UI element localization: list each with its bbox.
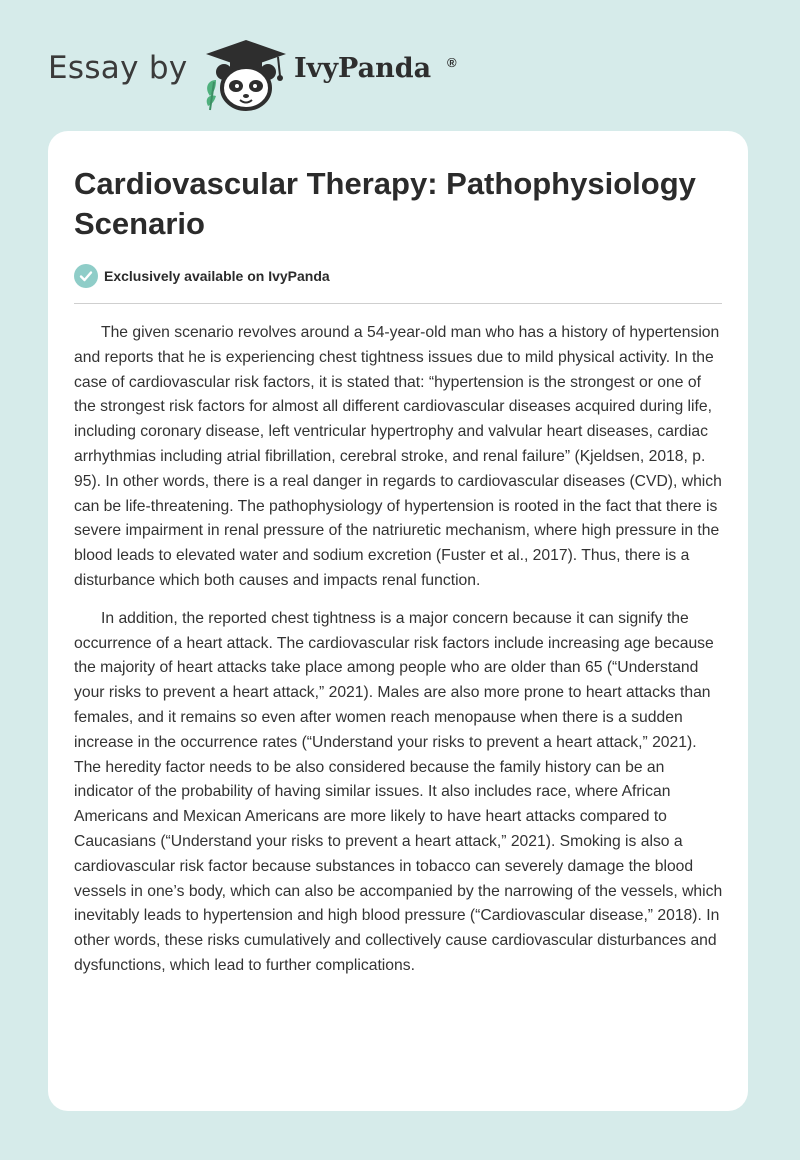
panda-logo-icon[interactable]	[200, 36, 292, 112]
site-header	[0, 0, 800, 130]
checkmark-badge-icon	[74, 264, 98, 288]
registered-mark: ®	[447, 55, 457, 70]
exclusive-label: Exclusively available on IvyPanda	[104, 268, 330, 284]
leaf-icon	[207, 80, 216, 110]
essay-body	[74, 321, 724, 992]
paragraph: The given scenario revolves around a 54-year-old man who has a history of hypertension and reports that he is experiencing chest tightness issues due to mild physical activity. In the case of cardiovascular risk factors, it is stated that: “hypertension is the strongest or one of the strongest risk factors for almost all different cardiovascular diseases acquired during life, including coronary disease, left ventricular hypertrophy and valvular heart diseases, cardiac arrhythmias including atrial fibrillation, cerebral stroke, and renal failure” (Kjeldsen, 2018, p. 95). In other words, there is a real danger in regards to cardiovascular diseases (CVD), which can be life-threatening. The pathophysiology of hypertension is rooted in the fact that there is severe impairment in renal pressure of the natriuretic mechanism, where high pressure in the blood leads to elevated water and sodium excretion (Fuster et al., 2017). Thus, there is a disturbance which both causes and impacts renal function.	[74, 324, 722, 589]
page-title: Cardiovascular Therapy: Pathophysiology Scenario	[74, 166, 696, 241]
essay-by-label: Essay by	[48, 50, 188, 86]
paragraph: In addition, the reported chest tightness is a major concern because it can signify the occurrence of a heart attack. The cardiovascular risk factors include increasing age because the majority of heart attacks take place among people who are older than 65 (“Understand your risks to prevent a heart attack,” 2021). Males are also more prone to heart attacks than females, and it remains so even after women reach menopause when there is a sudden increase in the occurrence rates (“Understand your risks to prevent a heart attack,” 2021). The heredity factor needs to be also considered because the family history can be an indicator of the probability of having similar issues. It also includes race, where African Americans and Mexican Americans are more likely to have heart attacks compared to Caucasians (“Understand your risks to prevent a heart attack,” 2021). Smoking is also a cardiovascular risk factor because substances in tobacco can severely damage the blood vessels in one’s body, which can also be accompanied by the narrowing of the vessels, which inevitably leads to hypertension and high blood pressure (“Cardiovascular disease,” 2018). In other words, these risks cumulatively and collectively cause cardiovascular disturbances and dysfunctions, which lead to further complications.	[74, 609, 723, 974]
divider	[74, 303, 722, 304]
essay-card	[48, 131, 748, 1111]
brand-name[interactable]: IvyPanda	[294, 53, 432, 84]
